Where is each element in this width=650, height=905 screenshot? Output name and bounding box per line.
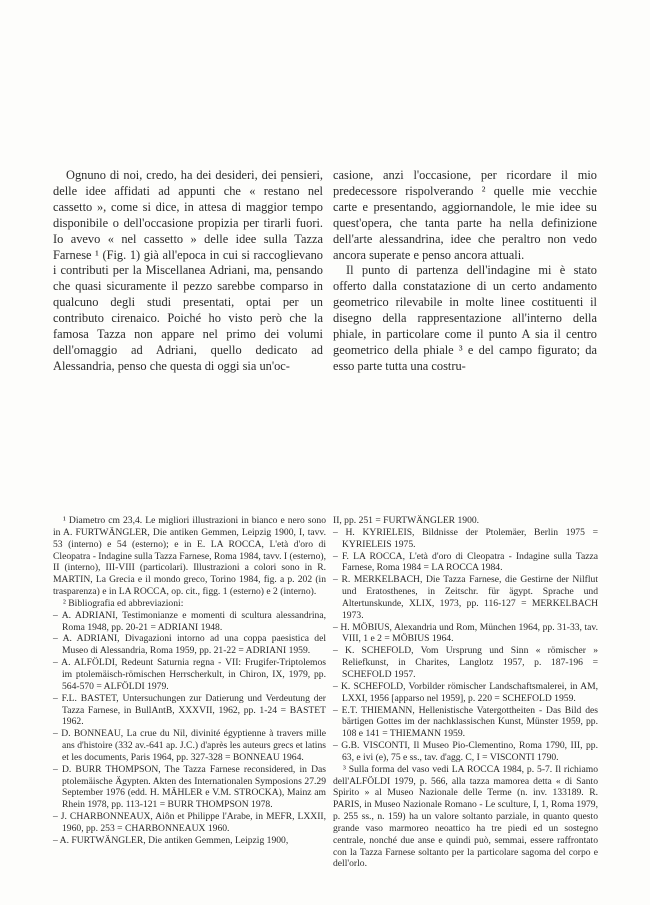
bibliography-entry: – K. SCHEFOLD, Vorbilder römischer Landschaftsmalerei, in AM, LXXI, 1956 [apparso nel 1959], p. 220 = SCHEFOLD 1959.: [333, 681, 598, 705]
footnotes-right-column: [333, 515, 598, 870]
body-paragraph-1-continued: casione, anzi l'occasione, per ricordare il mio predecessore rispolverando ² quelle mie vecchie carte e presentando, aggiornandole, le mie idee su quest'opera, che tanta parte ha nella definizione dell'arte alessandrina, idee che peraltro non vedo ancora superate e penso ancora attuali.: [333, 168, 597, 262]
bibliography-entry: – H. MÖBIUS, Alexandria und Rom, München 1964, pp. 31-33, tav. VIII, 1 e 2 = MÖBIUS 1964.: [333, 622, 598, 646]
bibliography-entry: – H. KYRIELEIS, Bildnisse der Ptolemäer, Berlin 1975 = KYRIELEIS 1975.: [333, 527, 598, 551]
bibliography-entry: – A. ADRIANI, Divagazioni intorno ad una coppa paesistica del Museo di Alessandria, Roma 1959, pp. 21-22 = ADRIANI 1959.: [53, 633, 326, 657]
bibliography-entry: – J. CHARBONNEAUX, Aiôn et Philippe l'Arabe, in MEFR, LXXII, 1960, pp. 253 = CHARBONNEAUX 1960.: [53, 811, 326, 835]
footnote-3: ³ Sulla forma del vaso vedi LA ROCCA 1984, p. 5-7. Il richiamo dell'ALFÖLDI 1979, p. 566, alla tazza mamorea detta « di Santo Spirito » al Museo Nazionale delle Terme (n. inv. 133189. R. PARIS, in Museo Nazionale Romano - Le sculture, I, 1, Roma 1979, p. 255 ss., n. 159) ha un valore soltanto parziale, in quanto questo grande vaso marmoreo neoattico ha tre piedi ed un sostegno centrale, nonché due anse e quindi può, semmai, essere raffrontato con la Tazza Farnese soltanto per la particolare sagoma del corpo e dell'orlo.: [333, 763, 598, 870]
bibliography-entry: – A. ADRIANI, Testimonianze e momenti di scultura alessandrina, Roma 1948, pp. 20-21 = ADRIANI 1948.: [53, 610, 326, 634]
bibliography-entry: – D. BONNEAU, La crue du Nil, divinité égyptienne à travers mille ans d'histoire (332 av.-641 ap. J.C.) d'après les auteurs grecs et latins et les documents, Paris 1964, pp. 327-328 = BONNEAU 1964.: [53, 728, 326, 764]
bibliography-entry: – A. ALFÖLDI, Redeunt Saturnia regna - VII: Frugifer-Triptolemos im ptolemäisch-römischen Herrscherkult, in Chiron, IX, 1979, pp. 564-570 = ALFÖLDI 1979.: [53, 657, 326, 693]
bibliography-entry-continued: II, pp. 251 = FURTWÄNGLER 1900.: [333, 515, 480, 526]
body-paragraph-2: Il punto di partenza dell'indagine mi è stato offerto dalla constatazione di un certo andamento geometrico rilevabile in molte linee costituenti il disegno della rappresentazione all'interno della phiale, in particolare come il punto A sia il centro geometrico della phiale ³ e del campo figurato; da esso parte tutta una costru-: [333, 263, 597, 373]
bibliography-entry: – G.B. VISCONTI, Il Museo Pio-Clementino, Roma 1790, III, pp. 63, e ivi (e), 75 e ss., tav. d'agg. C, I = VISCONTI 1790.: [333, 740, 598, 764]
bibliography-entry: – K. SCHEFOLD, Vom Ursprung und Sinn « römischer » Reliefkunst, in Charites, Langlotz 1957, p. 187-196 = SCHEFOLD 1957.: [333, 645, 598, 681]
body-paragraph-1: Ognuno di noi, credo, ha dei desideri, dei pensieri, delle idee affidati ad appunti che « restano nel cassetto », come si dice, in attesa di maggior tempo disponibile o dell'occasione propizia per tirarli fuori. Io avevo « nel cassetto » delle idee sulla Tazza Farnese ¹ (Fig. 1) già all'epoca in cui si raccoglievano i contributi per la Miscellanea Adriani, ma, pensando che quasi sicuramente il pezzo sarebbe comparso in qualcuno degli studi presentati, optai per un contributo cirenaico. Poiché ho visto però che la famosa Tazza non appare nel primo dei volumi dell'omaggio ad Adriani, quello dedicato ad Alessandria, penso che questa di oggi sia un'oc-: [53, 168, 323, 373]
body-text-left-column: [53, 168, 323, 375]
footnote-2-intro: ² Bibliografia ed abbreviazioni:: [63, 597, 184, 609]
bibliography-entry: – R. MERKELBACH, Die Tazza Farnese, die Gestirne der Nilflut und Eratosthenes, in Zeitschr. für ägypt. Sprache und Altertunskunde, XLIX, 1973, pp. 116-127 = MERKELBACH 1973.: [333, 574, 598, 621]
bibliography-entry: – F.L. BASTET, Untersuchungen zur Datierung und Verdeutung der Tazza Farnese, in BullAntB, XXXVII, 1962, pp. 1-24 = BASTET 1962.: [53, 693, 326, 729]
body-text-right-column: [333, 168, 597, 375]
footnote-1: ¹ Diametro cm 23,4. Le migliori illustrazioni in bianco e nero sono in A. FURTWÄNGLER, Die antiken Gemmen, Leipzig 1900, I, tavv. 53 (interno) e 54 (esterno); e in E. LA ROCCA, L'età d'oro di Cleopatra - Indagine sulla Tazza Farnese, Roma 1984, tavv. I (esterno), II (interno), III-VIII (particolari). Illustrazioni a colori sono in R. MARTIN, La Grecia e il mondo greco, Torino 1984, fig. a p. 202 (in trasparenza) e in LA ROCCA, op. cit., figg. 1 (esterno) e 2 (interno).: [53, 515, 326, 598]
footnotes-left-column: [53, 515, 326, 847]
bibliography-entry: – D. BURR THOMPSON, The Tazza Farnese reconsidered, in Das ptolemäische Ägypten. Akten des Internationalen Symposions 27.29 September 1976 (edd. H. MÄHLER e V.M. STROCKA), Mainz am Rhein 1978, pp. 113-121 = BURR THOMPSON 1978.: [53, 764, 326, 811]
bibliography-entry: – F. LA ROCCA, L'età d'oro di Cleopatra - Indagine sulla Tazza Farnese, Roma 1984 = LA ROCCA 1984.: [333, 551, 598, 575]
bibliography-entry: – E.T. THIEMANN, Hellenistische Vatergottheiten - Das Bild des bärtigen Gottes im der nachklassischen Kunst, Münster 1959, pp. 108 e 141 = THIEMANN 1959.: [333, 705, 598, 741]
bibliography-entry: – A. FURTWÄNGLER, Die antiken Gemmen, Leipzig 1900,: [53, 835, 326, 847]
